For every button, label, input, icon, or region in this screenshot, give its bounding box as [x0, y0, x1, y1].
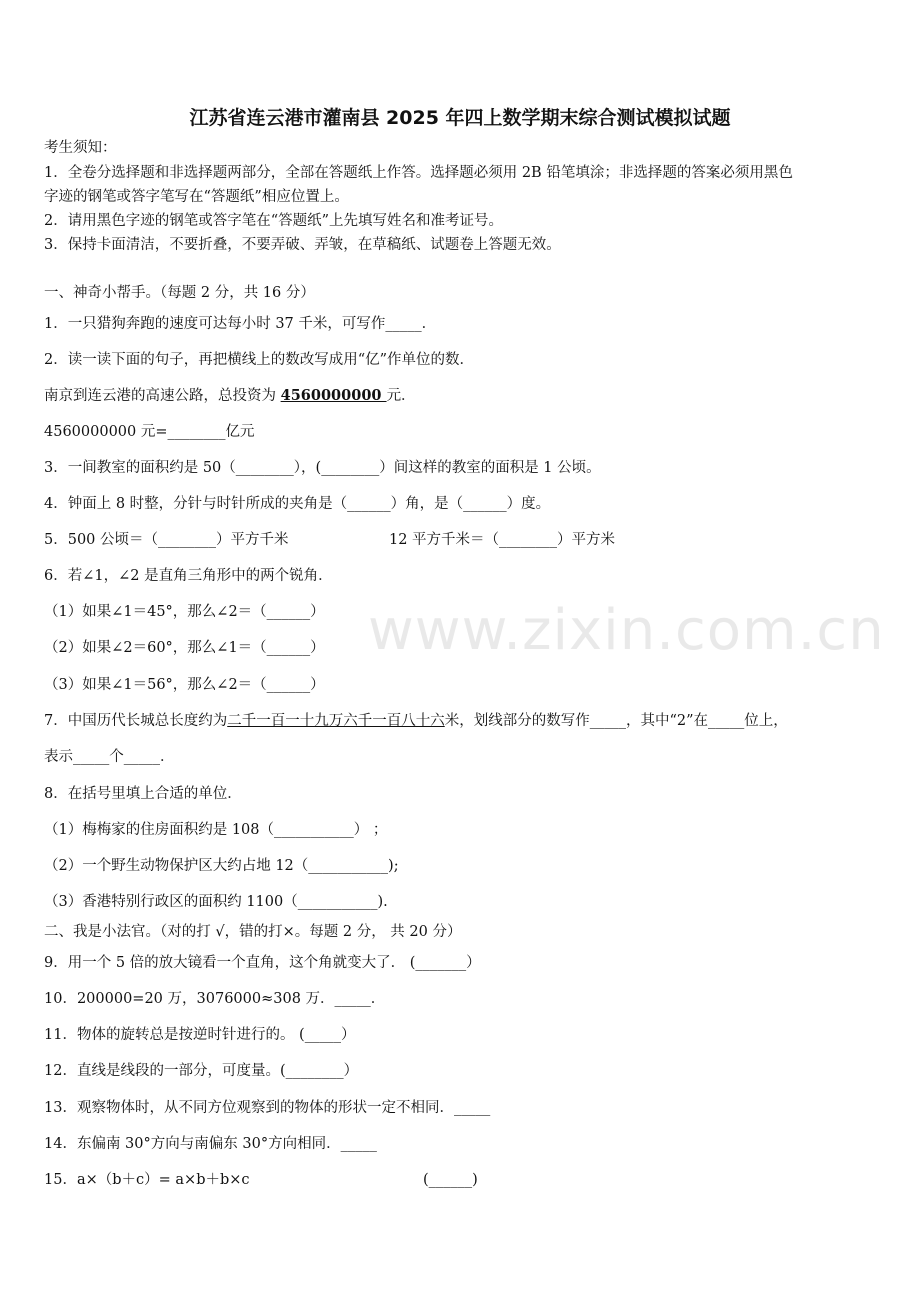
notice-item-1-line-2: 字迹的钢笔或答字笔写在“答题纸”相应位置上。 [44, 189, 349, 205]
question-8-2: （2）一个野生动物保护区大约占地 12（___________); [44, 858, 399, 874]
notice-heading: 考生须知： [44, 140, 117, 156]
question-8-1: （1）梅梅家的住房面积约是 108（___________） ； [44, 822, 388, 838]
question-7-post: 米，划线部分的数写作_____，其中“2”在_____位上， [444, 713, 788, 729]
page-title: 江苏省连云港市灌南县 2025 年四上数学期末综合测试模拟试题 [189, 107, 731, 129]
question-5-part-a: 5．500 公顷＝（________）平方千米 [44, 532, 289, 548]
question-8-3: （3）香港特别行政区的面积约 1100（___________). [44, 894, 388, 910]
question-7 [44, 711, 788, 731]
question-7-line-2: 表示_____个_____． [44, 749, 175, 765]
question-6-3: （3）如果∠1＝56°，那么∠2＝（______） [44, 677, 325, 693]
notice-item-3: 3．保持卡面清洁，不要折叠，不要弄破、弄皱，在草稿纸、试题卷上答题无效。 [44, 237, 561, 253]
question-1: 1．一只猎狗奔跑的速度可达每小时 37 千米，可写作_____． [44, 316, 437, 332]
question-6-1: （1）如果∠1＝45°，那么∠2＝（______） [44, 604, 325, 620]
question-15-answer-blank: (______) [423, 1172, 478, 1188]
question-8: 8．在括号里填上合适的单位． [44, 786, 242, 802]
question-5-part-b: 12 平方千米＝（________）平方米 [389, 532, 616, 548]
notice-item-2: 2．请用黑色字迹的钢笔或答字笔在“答题纸”上先填写姓名和准考证号。 [44, 213, 504, 229]
question-2-sentence-pre: 南京到连云港的高速公路，总投资为 [44, 388, 281, 404]
question-9: 9．用一个 5 倍的放大镜看一个直角，这个角就变大了． (_______） [44, 955, 481, 971]
question-2-underlined-number: 4560000000 [280, 387, 387, 404]
question-10: 10．200000=20 万，3076000≈308 万．_____． [44, 991, 386, 1007]
question-15: 15．a×（b＋c）= a×b＋b×c [44, 1172, 250, 1188]
section-1-heading: 一、神奇小帮手。（每题 2 分，共 16 分） [44, 285, 315, 301]
question-3: 3．一间教室的面积约是 50（________），(________）间这样的教室的面积是 1 公顷。 [44, 460, 601, 476]
question-2-sentence-post: 元． [386, 388, 416, 404]
question-2: 2．读一读下面的句子，再把横线上的数改写成用“亿”作单位的数． [44, 352, 475, 368]
section-2-heading: 二、我是小法官。（对的打 √，错的打×。每题 2 分， 共 20 分） [44, 924, 462, 940]
question-14: 14．东偏南 30°方向与南偏东 30°方向相同．_____ [44, 1136, 377, 1152]
question-11: 11．物体的旋转总是按逆时针进行的。 (_____） [44, 1027, 356, 1043]
question-13: 13．观察物体时，从不同方位观察到的物体的形状一定不相同．_____ [44, 1100, 491, 1116]
question-12: 12．直线是线段的一部分，可度量。(________） [44, 1063, 359, 1079]
question-7-pre: 7．中国历代长城总长度约为 [44, 713, 228, 729]
watermark: www.zixin.com.cn [368, 598, 885, 663]
question-4: 4．钟面上 8 时整，分针与时针所成的夹角是（______）角，是（______）度。 [44, 496, 551, 512]
question-6: 6．若∠1，∠2 是直角三角形中的两个锐角． [44, 568, 333, 584]
question-2-sentence [44, 386, 416, 406]
question-6-2: （2）如果∠2＝60°，那么∠1＝（______） [44, 640, 325, 656]
question-2-blank: 4560000000 元=________亿元 [44, 424, 255, 440]
notice-item-1-line-1: 1．全卷分选择题和非选择题两部分，全部在答题纸上作答。选择题必须用 2B 铅笔填涂；非选择题的答案必须用黑色 [44, 165, 793, 181]
question-7-underlined-number: 二千一百一十九万六千一百八十六 [227, 713, 445, 729]
